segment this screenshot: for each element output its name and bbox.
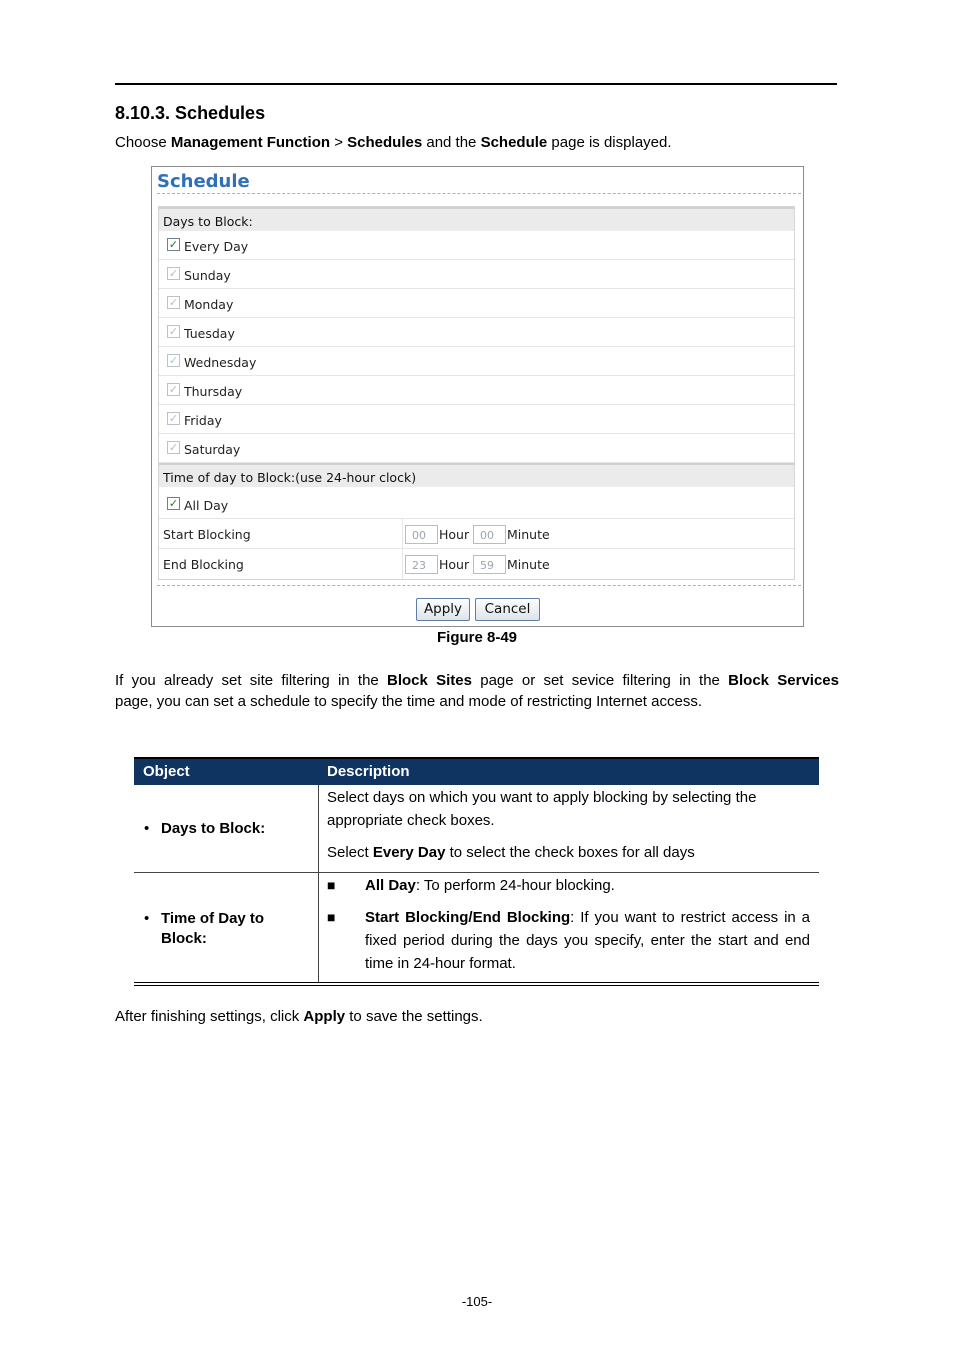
table-row-time-item2: Start Blocking/End Blocking: If you want to restrict access in a fixed period during the days you specify, enter the start and end time in 24-hour format.: [365, 909, 810, 972]
table-bottom-rule: [134, 982, 819, 986]
end-minute-unit: Minute: [507, 557, 550, 572]
tuesday-checkbox[interactable]: ✓: [168, 325, 179, 338]
end-hour-input[interactable]: 23: [405, 555, 438, 574]
end-blocking-label: End Blocking: [163, 557, 244, 572]
start-blocking-label: Start Blocking: [163, 527, 251, 542]
table-row-days-desc2: Select Every Day to select the check boxes for all days: [327, 844, 695, 861]
wednesday-checkbox[interactable]: ✓: [168, 354, 179, 367]
sunday-checkbox[interactable]: ✓: [168, 267, 179, 280]
column-divider: [318, 785, 319, 982]
cancel-button[interactable]: Cancel: [475, 598, 540, 621]
body-paragraph: If you already set site filtering in the Block Sites page or set sevice filtering in the Block Services page, you can set a schedule to specify the time and mode of restricting Internet access.: [115, 672, 839, 710]
bullet-icon: •: [144, 820, 150, 837]
saturday-label: Saturday: [184, 442, 241, 457]
bullet-icon: •: [144, 910, 150, 927]
divider: [157, 585, 801, 586]
day-row-monday: [159, 289, 794, 318]
schedule-title: Schedule: [157, 171, 250, 192]
end-hour-unit: Hour: [439, 557, 470, 572]
schedule-screenshot: [151, 166, 804, 627]
day-row-wednesday: [159, 347, 794, 376]
object-column-header: Object: [143, 763, 190, 780]
day-row-friday: [159, 405, 794, 434]
column-separator: [402, 549, 403, 579]
all-day-row: [159, 490, 794, 519]
start-hour-unit: Hour: [439, 527, 470, 542]
divider: [157, 193, 801, 194]
sunday-label: Sunday: [184, 268, 231, 283]
table-row-days-desc1: Select days on which you want to apply blocking by selecting the appropriate check boxes.: [327, 789, 757, 829]
description-column-header: Description: [327, 763, 410, 780]
figure-caption: Figure 8-49: [436, 629, 518, 646]
friday-checkbox[interactable]: ✓: [168, 412, 179, 425]
start-minute-input[interactable]: 00: [473, 525, 506, 544]
friday-label: Friday: [184, 413, 222, 428]
description-table: Object Description • Days to Block: Select days on which you want to apply blocking by selecting the appropriate check boxes. Select Every Day to select the check boxes for all days • Time of Day to Block: ■ All Day: To perform 24-hour blocking. ■ Start Blocking/End Blocking: If you want to restrict access in a fixed period during the days you specify, enter the start and end time in 24-hour format.: [134, 757, 819, 987]
monday-label: Monday: [184, 297, 234, 312]
end-minute-input[interactable]: 59: [473, 555, 506, 574]
saturday-checkbox[interactable]: ✓: [168, 441, 179, 454]
table-header: [134, 757, 819, 785]
apply-button[interactable]: Apply: [416, 598, 470, 621]
section-heading: 8.10.3. Schedules: [115, 103, 266, 123]
thursday-checkbox[interactable]: ✓: [168, 383, 179, 396]
every-day-checkbox[interactable]: ✓: [168, 238, 179, 251]
page-number: -105-: [461, 1294, 493, 1309]
all-day-label: All Day: [184, 498, 229, 513]
tuesday-label: Tuesday: [184, 326, 235, 341]
monday-checkbox[interactable]: ✓: [168, 296, 179, 309]
schedule-panel: [158, 206, 795, 580]
start-blocking-row: [159, 519, 794, 549]
closing-text: After finishing settings, click Apply to save the settings.: [115, 1008, 483, 1025]
wednesday-label: Wednesday: [184, 355, 257, 370]
time-of-day-header: Time of day to Block:(use 24-hour clock): [159, 463, 794, 487]
intro-text: Choose Management Function > Schedules and the Schedule page is displayed.: [115, 134, 672, 151]
day-row-sunday: [159, 260, 794, 289]
all-day-checkbox[interactable]: ✓: [168, 497, 179, 510]
day-row-saturday: [159, 434, 794, 463]
header-rule: [115, 83, 837, 85]
start-minute-unit: Minute: [507, 527, 550, 542]
end-blocking-row: [159, 549, 794, 579]
days-to-block-header: Days to Block:: [159, 207, 794, 231]
day-row-tuesday: [159, 318, 794, 347]
every-day-label: Every Day: [184, 239, 249, 254]
column-separator: [402, 519, 403, 548]
table-row-time-item1: All Day: To perform 24-hour blocking.: [365, 877, 615, 894]
square-bullet-icon: ■: [327, 877, 336, 893]
start-hour-input[interactable]: 00: [405, 525, 438, 544]
day-row-every-day: [159, 231, 794, 260]
square-bullet-icon: ■: [327, 909, 336, 925]
day-row-thursday: [159, 376, 794, 405]
thursday-label: Thursday: [184, 384, 243, 399]
row-divider: [134, 872, 819, 873]
